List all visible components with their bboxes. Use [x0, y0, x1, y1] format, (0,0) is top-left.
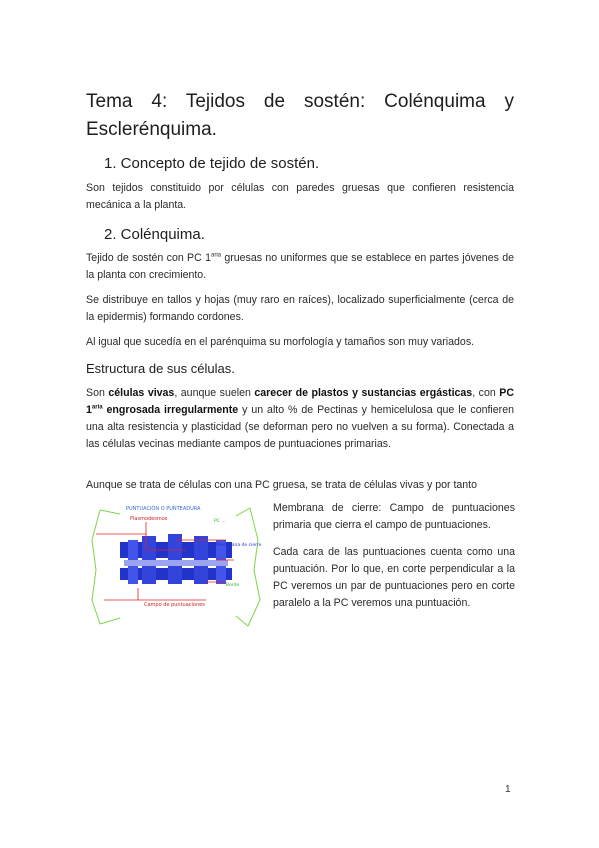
paragraph-colenquima-3: Al igual que sucedía en el parénquima su morfología y tamaños son muy variados.	[86, 336, 475, 348]
side-text-membrana: Membrana de cierre: Campo de puntuaciones primaria que cierra el campo de puntuaciones.	[273, 502, 515, 531]
section-heading-colenquima: 2. Colénquima.	[104, 226, 205, 243]
paragraph-concepto: Son tejidos constituido por células con paredes gruesas que confieren resistencia mecánica a la planta.	[86, 182, 514, 211]
page-number: 1	[505, 784, 511, 795]
figure-label-4: Borde	[226, 583, 240, 588]
paragraph-aunque: Aunque se trata de células con una PC gruesa, se trata de células vivas y por tanto	[86, 479, 478, 491]
subsection-heading-estructura: Estructura de sus células.	[86, 361, 235, 376]
puntuacion-diagram-svg	[86, 500, 266, 630]
page-title: Tema 4: Tejidos de sostén: Colénquima y Esclerénquima.	[86, 91, 514, 140]
paragraph-colenquima-2: Se distribuye en tallos y hojas (muy raro en raíces), localizado superficialmente (cerca de la epidermis) formando cordones.	[86, 294, 514, 323]
figure-label-5: Campo de puntuaciones	[144, 602, 205, 608]
figure-caption: PUNTUACIÓN O PUNTEADURA	[126, 506, 201, 512]
figure-label-1: Plasmodesmos	[130, 516, 168, 522]
section-heading-concepto: 1. Concepto de tejido de sostén.	[104, 155, 320, 172]
figure-label-3: Membrana de cierre	[216, 543, 262, 548]
puntuacion-diagram	[86, 500, 266, 630]
paragraph-estructura: Son células vivas, aunque suelen carecer de plastos y sustancias ergásticas, con PC $1^{aria}$ engrosada irregularmente y un alto % de Pectinas y hemicelulosa que le confieren una alta resistencia y plasticidad (se deforman pero no vuelven a su forma). Conectada a las células vecinas mediante campos de puntuaciones primarias.	[86, 387, 514, 450]
side-text-puntuaciones: Cada cara de las puntuaciones cuenta como una puntuación. Por lo que, en corte perpendicular a la PC veremos un par de puntuaciones pero en corte paralelo a la PC veremos una puntuación.	[273, 546, 515, 609]
figure-label-2: PC ...	[214, 519, 226, 524]
paragraph-colenquima-1: Tejido de sostén con PC $1^{aria}$ gruesas no uniformes que se establece en partes jóvenes de la planta con crecimiento.	[86, 252, 514, 281]
